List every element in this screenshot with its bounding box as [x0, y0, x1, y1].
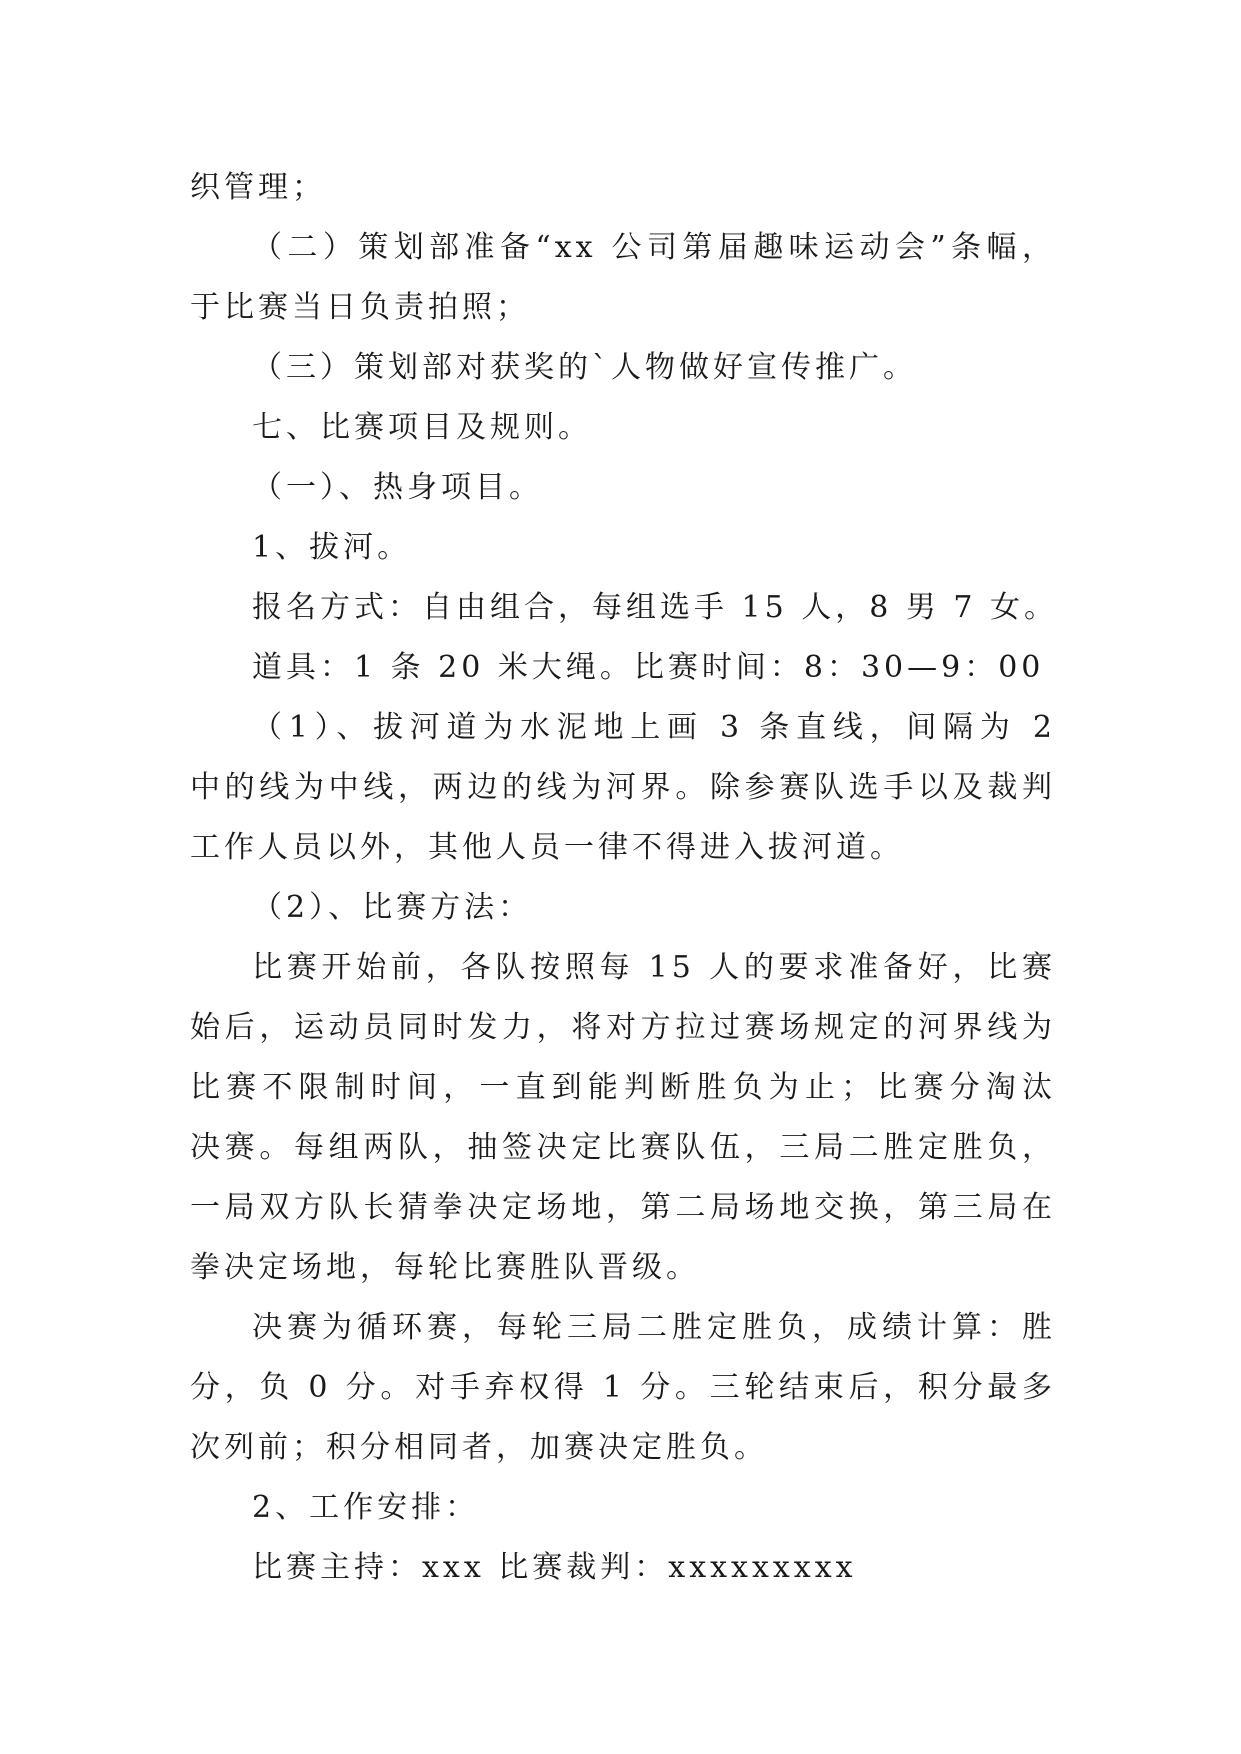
- text-line: 比赛主持：xxx 比赛裁判：xxxxxxxxx: [252, 1550, 857, 1585]
- text-line: 决赛。每组两队，抽签决定比赛队伍，三局二胜定胜负，: [190, 1130, 1056, 1165]
- text-line: 织管理；: [190, 170, 326, 205]
- text-line: （2）、比赛方法：: [252, 890, 533, 925]
- subsection-heading: （一）、热身项目。: [252, 470, 543, 505]
- text-line: 分，负 0 分。对手弃权得 1 分。三轮结束后，积分最多: [190, 1370, 1056, 1405]
- text-line: （二）策划部准备“xx 公司第届趣味运动会”条幅，: [252, 230, 1056, 265]
- text-line: 工作人员以外，其他人员一律不得进入拔河道。: [190, 830, 904, 865]
- text-line: 决赛为循环赛，每轮三局二胜定胜负，成绩计算：胜: [252, 1310, 1056, 1345]
- text-line: 于比赛当日负责拍照；: [190, 290, 530, 325]
- item-heading: 1、拔河。: [252, 530, 412, 565]
- section-heading: 七、比赛项目及规则。: [252, 410, 592, 445]
- text-line: 次列前；积分相同者，加赛决定胜负。: [190, 1430, 768, 1465]
- text-line: （三）策划部对获奖的`人物做好宣传推广。: [252, 350, 917, 385]
- text-line: 中的线为中线，两边的线为河界。除参赛队选手以及裁判: [190, 770, 1056, 805]
- text-line: 拳决定场地，每轮比赛胜队晋级。: [190, 1250, 700, 1285]
- text-line: 报名方式：自由组合，每组选手 15 人，8 男 7 女。: [252, 590, 1059, 625]
- text-line: 比赛不限制时间，一直到能判断胜负为止；比赛分淘汰: [190, 1070, 1056, 1105]
- text-line: （1）、拔河道为水泥地上画 3 条直线，间隔为 2: [252, 710, 1056, 745]
- document-body: [190, 158, 1059, 1598]
- text-line: 始后，运动员同时发力，将对方拉过赛场规定的河界线为: [190, 1010, 1056, 1045]
- item-heading: 2、工作安排：: [252, 1490, 480, 1525]
- text-line: 道具：1 条 20 米大绳。比赛时间：8：30—9：00: [252, 650, 1045, 685]
- text-line: 一局双方队长猜拳决定场地，第二局场地交换，第三局在: [190, 1190, 1056, 1225]
- text-line: 比赛开始前，各队按照每 15 人的要求准备好，比赛: [252, 950, 1056, 985]
